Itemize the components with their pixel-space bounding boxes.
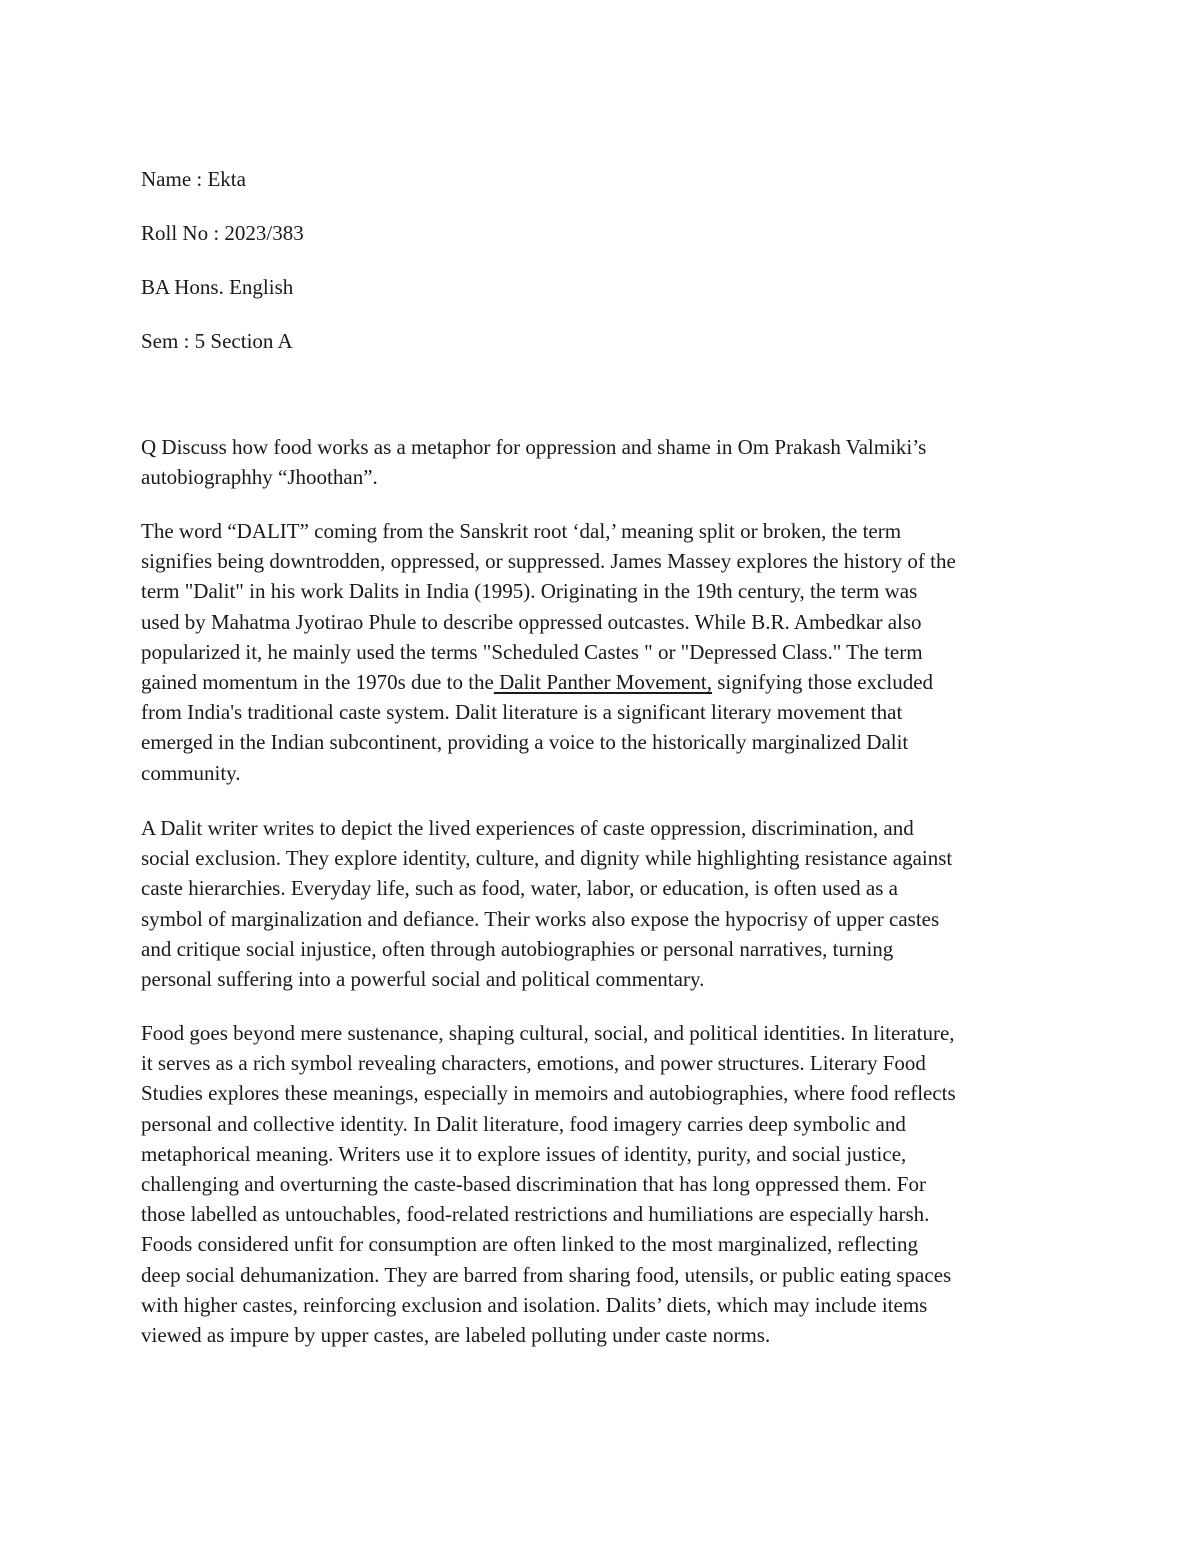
- roll-number: Roll No : 2023/383: [141, 221, 304, 245]
- paragraph-line: from India's traditional caste system. Dalit literature is a significant literary movement that: [141, 700, 903, 725]
- course-name: BA Hons. English: [141, 275, 294, 299]
- paragraph-line: deep social dehumanization. They are barred from sharing food, utensils, or public eating spaces: [141, 1262, 952, 1287]
- paragraph-line: and critique social injustice, often through autobiographies or personal narratives, turning: [141, 936, 894, 961]
- paragraph-line: signifies being downtrodden, oppressed, or suppressed. James Massey explores the history of the: [141, 549, 956, 574]
- paragraph-line: Food goes beyond mere sustenance, shaping cultural, social, and political identities. In literature,: [141, 1021, 955, 1045]
- paragraph-line: viewed as impure by upper castes, are labeled polluting under caste norms.: [141, 1323, 771, 1348]
- question-line: Q Discuss how food works as a metaphor for oppression and shame in Om Prakash Valmiki’s: [141, 435, 927, 459]
- paragraph-line: A Dalit writer writes to depict the lived experiences of caste oppression, discrimination, and: [141, 816, 914, 840]
- paragraph-line: caste hierarchies. Everyday life, such as food, water, labor, or education, is often used as a: [141, 876, 898, 901]
- paragraph-line: challenging and overturning the caste-based discrimination that has long oppressed them. For: [141, 1172, 926, 1197]
- paragraph-line-with-link: [141, 667, 1061, 697]
- paragraph-line: popularized it, he mainly used the terms "Scheduled Castes " or "Depressed Class." The term: [141, 639, 923, 664]
- link-line-suffix: signifying those excluded: [711, 670, 934, 695]
- paragraph-dalit-definition: [141, 516, 1061, 788]
- paragraph-line: Foods considered unfit for consumption are often linked to the most marginalized, reflecting: [141, 1232, 918, 1257]
- paragraph-line: community.: [141, 760, 241, 785]
- paragraph-line: used by Mahatma Jyotirao Phule to describe oppressed outcastes. While B.R. Ambedkar also: [141, 609, 922, 634]
- paragraph-line: it serves as a rich symbol revealing characters, emotions, and power structures. Literary Food: [141, 1051, 926, 1076]
- paragraph-line: those labelled as untouchables, food-related restrictions and humiliations are especially harsh.: [141, 1202, 930, 1227]
- question-text: [141, 432, 1061, 492]
- question-line: autobiographhy “Jhoothan”.: [141, 465, 378, 490]
- student-name: Name : Ekta: [141, 167, 246, 191]
- paragraph-line: metaphorical meaning. Writers use it to explore issues of identity, purity, and social justice,: [141, 1141, 907, 1166]
- paragraph-line: Studies explores these meanings, especially in memoirs and autobiographies, where food reflects: [141, 1081, 956, 1106]
- paragraph-dalit-writer: [141, 813, 1061, 994]
- link-line-prefix: gained momentum in the 1970s due to the: [141, 670, 494, 695]
- paragraph-line: with higher castes, reinforcing exclusion and isolation. Dalits’ diets, which may include items: [141, 1292, 928, 1317]
- paragraph-line: symbol of marginalization and defiance. Their works also expose the hypocrisy of upper castes: [141, 906, 940, 931]
- dalit-panther-movement-link[interactable]: Dalit Panther Movement,: [493, 670, 712, 695]
- paragraph-food-symbolism: [141, 1018, 1061, 1350]
- paragraph-line: The word “DALIT” coming from the Sanskrit root ‘dal,’ meaning split or broken, the term: [141, 519, 902, 543]
- paragraph-line: personal and collective identity. In Dalit literature, food imagery carries deep symbolic and: [141, 1111, 906, 1136]
- semester-section: Sem : 5 Section A: [141, 329, 293, 353]
- paragraph-line: personal suffering into a powerful social and political commentary.: [141, 967, 705, 992]
- paragraph-line: emerged in the Indian subcontinent, providing a voice to the historically marginalized Dalit: [141, 730, 909, 755]
- paragraph-line: social exclusion. They explore identity, culture, and dignity while highlighting resistance against: [141, 846, 953, 871]
- paragraph-line: term "Dalit" in his work Dalits in India (1995). Originating in the 19th century, the term was: [141, 579, 918, 604]
